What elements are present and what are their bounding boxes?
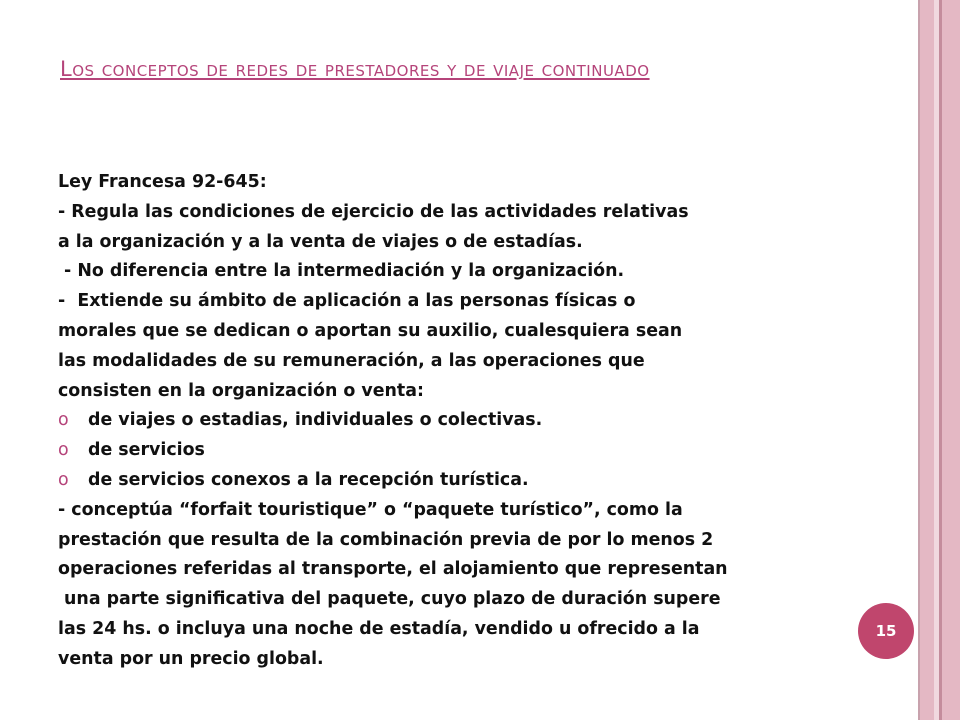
body-line: una parte significativa del paquete, cuyo plazo de duración supere — [58, 589, 721, 610]
body-line: las 24 hs. o incluya una noche de estadía, vendido u ofrecido a la — [58, 618, 700, 639]
side-bar-stripe — [920, 0, 934, 720]
body-line: venta por un precio global. — [58, 648, 324, 669]
slide-title: Los conceptos de redes de prestadores y de viaje continuado — [60, 57, 650, 81]
body-line: consisten en la organización o venta: — [58, 380, 424, 401]
list-item-text: de servicios — [88, 440, 205, 461]
body-line: - conceptúa “forfait touristique” o “paquete turístico”, como la — [58, 499, 683, 520]
slide-body — [58, 168, 848, 675]
bullet-icon: o — [58, 410, 69, 431]
body-line: - Regula las condiciones de ejercicio de las actividades relativas — [58, 201, 689, 222]
bullet-icon: o — [58, 440, 69, 461]
list-item-text: de viajes o estadias, individuales o colectivas. — [88, 410, 543, 431]
page-number-badge: 15 — [858, 603, 914, 659]
list-item — [58, 436, 848, 466]
body-line: prestación que resulta de la combinación previa de por lo menos 2 — [58, 529, 714, 550]
list-item — [58, 466, 848, 496]
body-line: las modalidades de su remuneración, a las operaciones que — [58, 350, 645, 371]
body-line: operaciones referidas al transporte, el alojamiento que representan — [58, 559, 728, 580]
body-line: - Extiende su ámbito de aplicación a las personas físicas o — [58, 291, 636, 312]
list-item — [58, 406, 848, 436]
body-line: a la organización y a la venta de viajes o de estadías. — [58, 231, 583, 252]
list-item-text: de servicios conexos a la recepción turística. — [88, 469, 529, 490]
side-bar-edge — [942, 0, 960, 720]
body-line: Ley Francesa 92-645: — [58, 172, 267, 192]
bullet-icon: o — [58, 469, 69, 490]
body-line: - No diferencia entre la intermediación y la organización. — [58, 261, 625, 282]
body-line: morales que se dedican o aportan su auxilio, cualesquiera sean — [58, 320, 683, 341]
